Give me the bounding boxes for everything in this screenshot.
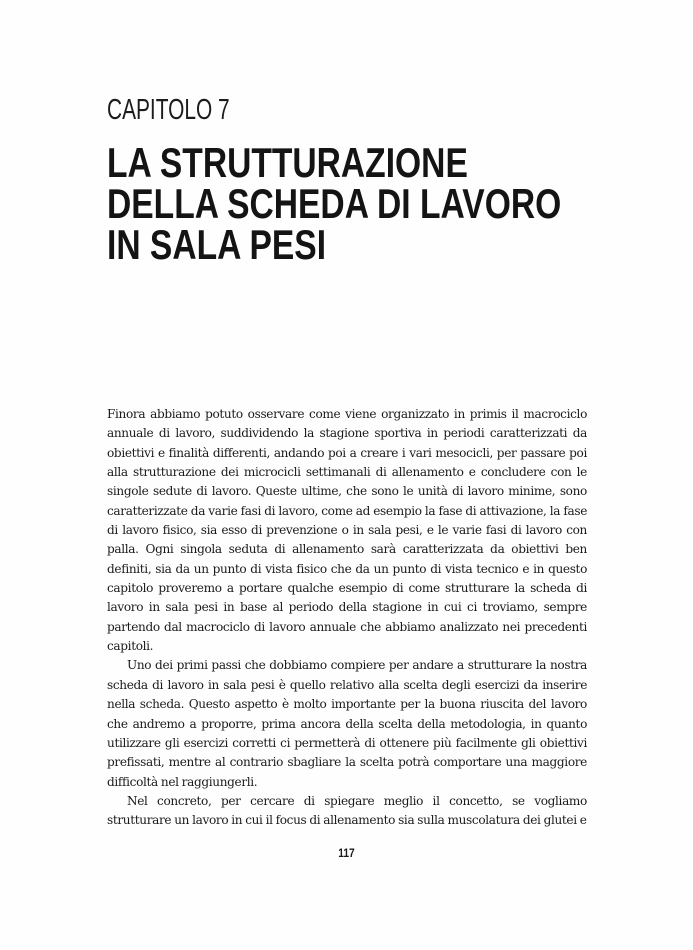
page-number: 117 bbox=[338, 846, 355, 860]
body-text bbox=[107, 405, 587, 831]
chapter-label: CAPITOLO 7 bbox=[107, 94, 230, 126]
paragraph: Uno dei primi passi che dobbiamo compiere per andare a strutturare la nostra scheda di lavoro in sala pesi è quello relativo alla scelta degli esercizi da inserire nella scheda. Questo aspetto è molto importante per la buona riuscita del lavoro che andremo a proporre, prima ancora della scelta della metodologia, in quanto utilizzare gli esercizi corretti ci permetterà di ottenere più facilmente gli obiettivi prefissati, mentre al contrario sbagliare la scelta potrà comportare una maggiore difficoltà nel raggiungerli. bbox=[107, 658, 587, 789]
chapter-title bbox=[107, 139, 562, 268]
paragraph: Finora abbiamo potuto osservare come viene organizzato in primis il macrociclo annuale di lavoro, suddividendo la stagione sportiva in periodi caratterizzati da obiettivi e finalità differenti, andando poi a creare i vari mesocicli, per passare poi alla strutturazione dei microcicli settimanali di allenamento e concludere con le singole sedute di lavoro. Queste ultime, che sono le unità di lavoro minime, sono caratterizzate da varie fasi di lavoro, come ad esempio la fase di attivazione, la fase di lavoro fisico, sia esso di prevenzione o in sala pesi, e le varie fasi di lavoro con palla. Ogni singola seduta di allenamento sarà caratterizzata da obiettivi ben definiti, sia da un punto di vista fisico che da un punto di vista tecnico e in questo capitolo proveremo a portare qualche esempio di come strutturare la scheda di lavoro in sala pesi in base al periodo della stagione in cui ci troviamo, sempre partendo dal macrociclo di lavoro annuale che abbiamo analizzato nei precedenti capitoli. bbox=[107, 407, 587, 654]
paragraph: Nel concreto, per cercare di spiegare meglio il concetto, se vogliamo strutturare un lavoro in cui il focus di allenamento sia sulla muscolatura dei glutei e bbox=[107, 793, 587, 828]
chapter-title-line: LA STRUTTURAZIONE bbox=[107, 139, 468, 186]
chapter-title-line: DELLA SCHEDA DI LAVORO bbox=[107, 180, 562, 227]
chapter-title-line: IN SALA PESI bbox=[107, 221, 327, 268]
